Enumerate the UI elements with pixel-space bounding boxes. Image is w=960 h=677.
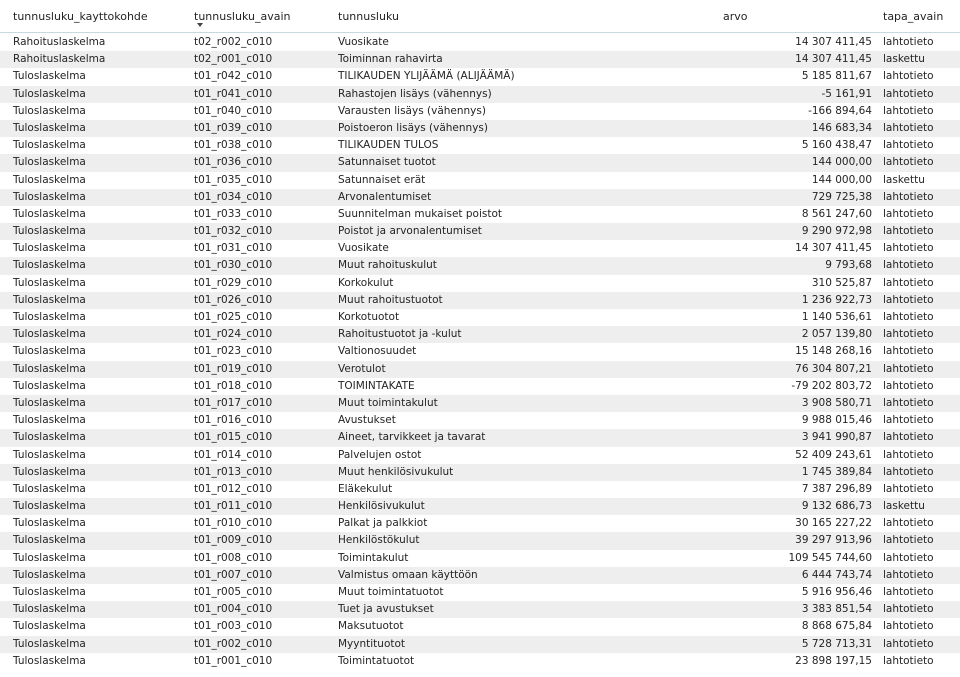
cell-tunnusluku: Henkilöstökulut [338,534,420,547]
cell-tapa: lahtotieto [883,482,934,495]
table-row[interactable] [0,326,960,343]
cell-tapa: lahtotieto [883,225,934,238]
cell-avain: t01_r041_c010 [194,87,273,100]
cell-tapa: lahtotieto [883,517,934,530]
cell-tunnusluku: Verotulot [338,362,386,375]
cell-tunnusluku: Satunnaiset erät [338,173,426,186]
cell-kayttokohde: Tuloslaskelma [13,156,86,169]
cell-avain: t01_r002_c010 [194,637,273,650]
cell-avain: t01_r003_c010 [194,620,273,633]
cell-avain: t01_r009_c010 [194,534,273,547]
cell-arvo: -166 894,64 [808,104,872,117]
cell-tunnusluku: TOIMINTAKATE [338,379,415,392]
cell-tapa: lahtotieto [883,534,934,547]
cell-tapa: lahtotieto [883,328,934,341]
cell-tapa: lahtotieto [883,379,934,392]
cell-kayttokohde: Tuloslaskelma [13,242,86,255]
table-row[interactable] [0,361,960,378]
cell-arvo: 1 745 389,84 [801,465,872,478]
cell-arvo: 2 057 139,80 [801,328,872,341]
table-row[interactable] [0,275,960,292]
cell-kayttokohde: Tuloslaskelma [13,431,86,444]
cell-tunnusluku: Poistoeron lisäys (vähennys) [338,121,488,134]
cell-kayttokohde: Tuloslaskelma [13,87,86,100]
cell-avain: t02_r002_c010 [194,36,273,48]
cell-avain: t01_r019_c010 [194,362,273,375]
table-row[interactable] [0,172,960,189]
table-row[interactable] [0,68,960,85]
cell-kayttokohde: Tuloslaskelma [13,173,86,186]
cell-kayttokohde: Tuloslaskelma [13,259,86,272]
cell-avain: t01_r014_c010 [194,448,273,461]
table-row[interactable] [0,550,960,567]
cell-kayttokohde: Tuloslaskelma [13,465,86,478]
cell-kayttokohde: Tuloslaskelma [13,207,86,220]
cell-kayttokohde: Tuloslaskelma [13,568,86,581]
cell-tunnusluku: Rahastojen lisäys (vähennys) [338,87,492,100]
cell-tapa: lahtotieto [883,362,934,375]
cell-arvo: -79 202 803,72 [791,379,872,392]
table-row[interactable] [0,653,960,670]
table-row[interactable] [0,86,960,103]
cell-avain: t01_r016_c010 [194,414,273,427]
table-row[interactable] [0,636,960,653]
cell-kayttokohde: Tuloslaskelma [13,620,86,633]
cell-kayttokohde: Tuloslaskelma [13,293,86,306]
cell-tapa: laskettu [883,53,925,66]
table-row[interactable] [0,137,960,154]
cell-tunnusluku: Vuosikate [338,242,389,255]
cell-arvo: 146 683,34 [811,121,872,134]
cell-avain: t01_r023_c010 [194,345,273,358]
cell-arvo: 7 387 296,89 [801,482,872,495]
cell-tapa: lahtotieto [883,104,934,117]
cell-tapa: lahtotieto [883,568,934,581]
cell-tapa: lahtotieto [883,637,934,650]
cell-avain: t01_r033_c010 [194,207,273,220]
cell-arvo: 144 000,00 [811,173,872,186]
cell-avain: t01_r013_c010 [194,465,273,478]
cell-tunnusluku: Korkokulut [338,276,394,289]
cell-kayttokohde: Tuloslaskelma [13,104,86,117]
cell-tapa: lahtotieto [883,396,934,409]
cell-avain: t01_r025_c010 [194,311,273,323]
cell-tapa: lahtotieto [883,259,934,272]
cell-tapa: laskettu [883,173,925,186]
cell-tunnusluku: Valtionosuudet [338,345,417,358]
cell-tunnusluku: Toiminnan rahavirta [338,53,443,66]
cell-avain: t01_r018_c010 [194,379,273,392]
cell-avain: t01_r034_c010 [194,190,273,203]
cell-tapa: lahtotieto [883,70,934,83]
cell-tapa: lahtotieto [883,242,934,255]
cell-tunnusluku: Rahoitustuotot ja -kulut [338,328,462,341]
cell-kayttokohde: Tuloslaskelma [13,362,86,375]
table-row[interactable] [0,447,960,464]
cell-tapa: lahtotieto [883,293,934,306]
cell-arvo: 3 908 580,71 [801,396,872,409]
cell-arvo: 6 444 743,74 [801,568,872,581]
cell-tunnusluku: Varausten lisäys (vähennys) [338,104,486,117]
cell-avain: t01_r032_c010 [194,225,273,238]
table-row[interactable] [0,206,960,223]
cell-kayttokohde: Tuloslaskelma [13,121,86,134]
table-row[interactable] [0,429,960,446]
cell-kayttokohde: Tuloslaskelma [13,500,86,513]
cell-avain: t01_r040_c010 [194,104,273,117]
cell-tapa: lahtotieto [883,603,934,616]
cell-tunnusluku: Palvelujen ostot [338,448,422,461]
cell-kayttokohde: Rahoituslaskelma [13,53,106,66]
cell-kayttokohde: Tuloslaskelma [13,225,86,238]
cell-tapa: lahtotieto [883,551,934,564]
cell-tapa: lahtotieto [883,190,934,203]
cell-avain: t01_r038_c010 [194,139,273,152]
table-row[interactable] [0,515,960,532]
cell-arvo: -5 161,91 [821,87,872,100]
cell-avain: t01_r001_c010 [194,654,273,667]
cell-tunnusluku: Eläkekulut [338,482,393,495]
cell-tapa: lahtotieto [883,276,934,289]
cell-avain: t01_r005_c010 [194,586,273,598]
cell-tunnusluku: Muut toimintatuotot [338,586,444,598]
cell-avain: t01_r036_c010 [194,156,273,169]
cell-kayttokohde: Tuloslaskelma [13,603,86,616]
table-row[interactable] [0,240,960,257]
cell-tapa: lahtotieto [883,139,934,152]
cell-kayttokohde: Tuloslaskelma [13,345,86,358]
cell-arvo: 14 307 411,45 [795,36,872,48]
cell-tapa: lahtotieto [883,207,934,220]
cell-arvo: 5 160 438,47 [801,139,872,152]
cell-kayttokohde: Tuloslaskelma [13,190,86,203]
table-row[interactable] [0,498,960,515]
table-row[interactable] [0,120,960,137]
cell-kayttokohde: Tuloslaskelma [13,482,86,495]
cell-avain: t01_r024_c010 [194,328,273,341]
cell-avain: t01_r017_c010 [194,396,273,409]
table-row[interactable] [0,584,960,601]
cell-arvo: 9 290 972,98 [801,225,872,238]
cell-tunnusluku: Poistot ja arvonalentumiset [338,225,482,238]
table-row[interactable] [0,601,960,618]
cell-kayttokohde: Tuloslaskelma [13,379,86,392]
cell-arvo: 5 728 713,31 [801,637,872,650]
cell-arvo: 30 165 227,22 [795,517,872,530]
cell-kayttokohde: Tuloslaskelma [13,70,86,83]
cell-arvo: 729 725,38 [811,190,872,203]
cell-arvo: 144 000,00 [811,156,872,169]
cell-tapa: lahtotieto [883,36,934,48]
column-header-tapa[interactable]: tapa_avain [883,10,944,23]
cell-arvo: 5 916 956,46 [801,586,872,598]
cell-tunnusluku: Arvonalentumiset [338,190,432,203]
cell-arvo: 3 941 990,87 [801,431,872,444]
table-row[interactable] [0,395,960,412]
table-row[interactable] [0,103,960,120]
cell-avain: t01_r039_c010 [194,121,273,134]
cell-tapa: lahtotieto [883,156,934,169]
cell-kayttokohde: Tuloslaskelma [13,586,86,598]
cell-tunnusluku: Maksutuotot [338,620,404,633]
cell-arvo: 1 140 536,61 [801,311,872,323]
table-row[interactable] [0,343,960,360]
cell-arvo: 9 132 686,73 [801,500,872,513]
cell-tunnusluku: Henkilösivukulut [338,500,425,513]
cell-tapa: lahtotieto [883,414,934,427]
cell-arvo: 76 304 807,21 [795,362,872,375]
cell-arvo: 9 988 015,46 [801,414,872,427]
table-row[interactable] [0,309,960,326]
table-row[interactable] [0,223,960,240]
cell-avain: t01_r031_c010 [194,242,273,255]
cell-kayttokohde: Tuloslaskelma [13,139,86,152]
cell-arvo: 1 236 922,73 [801,293,872,306]
table-body [0,33,960,670]
cell-arvo: 9 793,68 [825,259,872,272]
cell-avain: t01_r029_c010 [194,276,273,289]
table-row[interactable] [0,618,960,635]
column-header-avain[interactable]: tunnusluku_avain [194,10,291,23]
cell-kayttokohde: Rahoituslaskelma [13,36,106,48]
cell-arvo: 310 525,87 [811,276,872,289]
table-row[interactable] [0,34,960,51]
cell-avain: t01_r004_c010 [194,603,273,616]
cell-tunnusluku: Muut toimintakulut [338,396,438,409]
table-row[interactable] [0,189,960,206]
cell-tunnusluku: TILIKAUDEN YLIJÄÄMÄ (ALIJÄÄMÄ) [338,70,515,83]
cell-tapa: lahtotieto [883,311,934,323]
cell-arvo: 5 185 811,67 [801,70,872,83]
table-row[interactable] [0,481,960,498]
cell-avain: t01_r012_c010 [194,482,273,495]
cell-kayttokohde: Tuloslaskelma [13,654,86,667]
column-header-kayttokohde[interactable]: tunnusluku_kayttokohde [13,10,148,23]
cell-tunnusluku: Muut henkilösivukulut [338,465,454,478]
cell-kayttokohde: Tuloslaskelma [13,517,86,530]
cell-tunnusluku: Vuosikate [338,36,389,48]
table-row[interactable] [0,154,960,171]
cell-avain: t01_r042_c010 [194,70,273,83]
cell-tunnusluku: Myyntituotot [338,637,406,650]
cell-tapa: laskettu [883,500,925,513]
cell-avain: t01_r007_c010 [194,568,273,581]
cell-tunnusluku: Aineet, tarvikkeet ja tavarat [338,431,486,444]
cell-avain: t01_r008_c010 [194,551,273,564]
column-header-tunnusluku[interactable]: tunnusluku [338,10,399,23]
cell-avain: t01_r030_c010 [194,259,273,272]
cell-kayttokohde: Tuloslaskelma [13,534,86,547]
cell-avain: t01_r015_c010 [194,431,273,444]
cell-kayttokohde: Tuloslaskelma [13,328,86,341]
cell-avain: t01_r035_c010 [194,173,273,186]
cell-tunnusluku: TILIKAUDEN TULOS [338,139,439,152]
table-row[interactable] [0,567,960,584]
cell-tapa: lahtotieto [883,448,934,461]
cell-tunnusluku: Muut rahoituskulut [338,259,437,272]
cell-tapa: lahtotieto [883,586,934,598]
cell-kayttokohde: Tuloslaskelma [13,637,86,650]
cell-tunnusluku: Palkat ja palkkiot [338,517,428,530]
cell-tunnusluku: Muut rahoitustuotot [338,293,443,306]
table-row[interactable] [0,292,960,309]
cell-tapa: lahtotieto [883,345,934,358]
table-row[interactable] [0,257,960,274]
column-header-arvo[interactable]: arvo [723,10,748,23]
cell-kayttokohde: Tuloslaskelma [13,414,86,427]
cell-avain: t01_r026_c010 [194,293,273,306]
cell-tunnusluku: Toimintakulut [338,551,409,564]
cell-arvo: 3 383 851,54 [801,603,872,616]
cell-tapa: lahtotieto [883,654,934,667]
cell-avain: t01_r010_c010 [194,517,273,530]
cell-arvo: 14 307 411,45 [795,242,872,255]
table-row[interactable] [0,532,960,549]
cell-tapa: lahtotieto [883,431,934,444]
table-header [0,0,960,33]
cell-tunnusluku: Tuet ja avustukset [338,603,434,616]
table-row[interactable] [0,412,960,429]
table-row[interactable] [0,51,960,68]
cell-avain: t01_r011_c010 [194,500,273,513]
cell-tapa: lahtotieto [883,121,934,134]
cell-arvo: 109 545 744,60 [788,551,872,564]
cell-arvo: 39 297 913,96 [795,534,872,547]
cell-arvo: 8 561 247,60 [801,207,872,220]
table-row[interactable] [0,378,960,395]
cell-arvo: 52 409 243,61 [795,448,872,461]
cell-kayttokohde: Tuloslaskelma [13,551,86,564]
cell-tapa: lahtotieto [883,620,934,633]
cell-kayttokohde: Tuloslaskelma [13,448,86,461]
sort-descending-icon[interactable] [197,23,203,27]
cell-kayttokohde: Tuloslaskelma [13,276,86,289]
cell-kayttokohde: Tuloslaskelma [13,396,86,409]
cell-avain: t02_r001_c010 [194,53,273,66]
cell-arvo: 15 148 268,16 [795,345,872,358]
cell-tunnusluku: Satunnaiset tuotot [338,156,436,169]
cell-arvo: 23 898 197,15 [795,654,872,667]
cell-tunnusluku: Suunnitelman mukaiset poistot [338,207,503,220]
cell-tunnusluku: Korkotuotot [338,311,400,323]
cell-tapa: lahtotieto [883,465,934,478]
cell-tapa: lahtotieto [883,87,934,100]
table-row[interactable] [0,464,960,481]
cell-arvo: 14 307 411,45 [795,53,872,66]
cell-kayttokohde: Tuloslaskelma [13,311,86,323]
cell-tunnusluku: Avustukset [338,414,396,427]
cell-tunnusluku: Toimintatuotot [338,654,415,667]
cell-arvo: 8 868 675,84 [801,620,872,633]
cell-tunnusluku: Valmistus omaan käyttöön [338,568,478,581]
